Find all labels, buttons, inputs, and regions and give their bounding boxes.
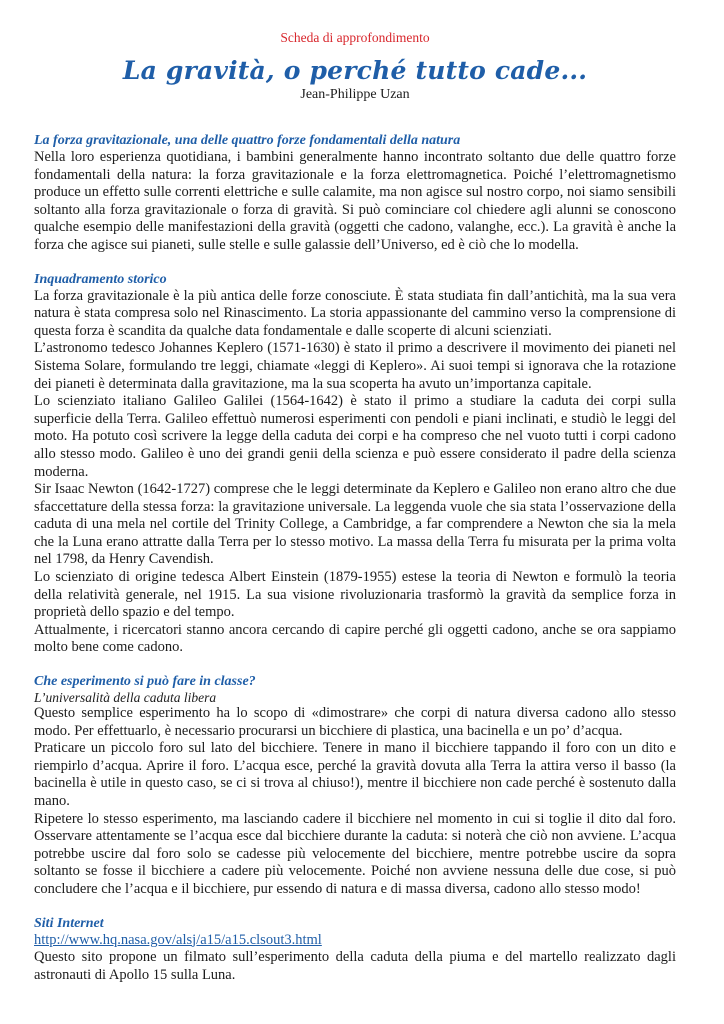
paragraph: Sir Isaac Newton (1642-1727) comprese che le leggi determinate da Keplero e Galileo non erano altro che due sfaccettature della stessa forza: la gravitazione universale. La leggenda vuole che sia stata l’osservazione della caduta di una mela nel cortile del Trinity College, a Cambridge, a far comprendere a Newton che sia la mela che la Luna erano attratte dalla Terra per lo stesso motivo. La massa della Terra fu misurata per la prima volta nel 1798, da Henry Cavendish.	[34, 481, 676, 568]
paragraph: Questo semplice esperimento ha lo scopo di «dimostrare» che corpi di natura diversa cadono allo stesso modo. Per effettuarlo, è necessario procurarsi un bicchiere di plastica, una bacinella e un po’ d’acqua.	[34, 705, 676, 739]
section-heading: Inquadramento storico	[34, 271, 167, 287]
section-heading: Che esperimento si può fare in classe?	[34, 674, 256, 690]
document-page	[34, 30, 676, 984]
paragraph: Attualmente, i ricercatori stanno ancora cercando di capire perché gli oggetti cadono, anche se ora sappiamo molto bene come cadono.	[34, 621, 676, 656]
document-title: La gravità, o perché tutto cade...	[122, 56, 588, 85]
section-classroom-experiment	[34, 674, 676, 899]
section-subheading: L’universalità della caduta libera	[34, 690, 217, 706]
section-gravitational-force	[34, 133, 676, 255]
paragraph: Ripetere lo stesso esperimento, ma lasciando cadere il bicchiere nel momento in cui si toglie il dito dal foro. Osservare attentamente se l’acqua esce dal bicchiere durante la caduta: si noterà che ciò non avviene. L’acqua potrebbe uscire dal foro solo se cadesse più velocemente del bicchiere, mentre potrebbe uscire da sopra soltanto se fosse il bicchiere a cadere più velocemente. Poiché non avviene nessuna delle due cose, si può concludere che l’acqua e il bicchiere, pur essendo di natura e di massa diversa, cadono allo stesso modo!	[34, 810, 676, 897]
paragraph: Lo scienziato italiano Galileo Galilei (1564-1642) è stato il primo a studiare la caduta dei corpi sulla superficie della Terra. Galileo effettuò numerosi esperimenti con pendoli e piani inclinati, e studiò le leggi del moto. Ha potuto così scrivere la legge della caduta dei corpi e ha compreso che nel vuoto tutti i corpi cadono allo stesso modo. Galileo è uno dei grandi genii della scienza e può essere considerato il padre della scienza moderna.	[34, 393, 676, 480]
document-kicker: Scheda di approfondimento	[280, 30, 430, 45]
section-historical-context	[34, 272, 676, 657]
nasa-video-link[interactable]: http://www.hq.nasa.gov/alsj/a15/a15.clsout3.html	[34, 931, 322, 948]
paragraph: L’astronomo tedesco Johannes Keplero (1571-1630) è stato il primo a descrivere il movimento dei pianeti nel Sistema Solare, formulando tre leggi, chiamate «leggi di Keplero». Ai suoi tempi si ignorava che la rotazione dei pianeti è determinata dalla gravitazione, ma la sua scoperta ha avuto un’importanza capitale.	[34, 340, 676, 392]
paragraph: La forza gravitazionale è la più antica delle forze conosciute. È stata studiata fin dall’antichità, ma la sua vera natura è stata compresa solo nel Rinascimento. La storia appassionante del cammino verso la comprensione di questa forza è scandita da qualche data fondamentale e dalle scoperte di alcuni scienziati.	[34, 287, 676, 339]
document-author: Jean-Philippe Uzan	[300, 87, 410, 102]
section-heading: Siti Internet	[34, 915, 104, 931]
paragraph: Questo sito propone un filmato sull’esperimento della caduta della piuma e del martello realizzato dagli astronauti di Apollo 15 sulla Luna.	[34, 949, 676, 983]
paragraph: Nella loro esperienza quotidiana, i bambini generalmente hanno incontrato soltanto due delle quattro forze fondamentali della natura: la forza gravitazionale e la forza elettromagnetica. Poiché l’elettromagnetismo produce un effetto sulle correnti elettriche e sulle calamite, ma non agisce sul nostro corpo, noi siamo sensibili soltanto alla forza gravitazionale o forza di gravità. Si può cominciare col chiedere agli alunni se conoscono qualche esempio delle manifestazioni della gravità (oggetti che cadono, valanghe, ecc.). La gravità è anche la forza che agisce sui pianeti, sulle stelle e sulle galassie dell’Universo, ed è ciò che lo modella.	[34, 149, 676, 253]
paragraph: Lo scienziato di origine tedesca Albert Einstein (1879-1955) estese la teoria di Newton e formulò la teoria della relatività generale, nel 1915. La sua visione rivoluzionaria trasformò la gravità da semplice forza in proprietà dello spazio e del tempo.	[34, 569, 676, 621]
section-websites	[34, 916, 676, 985]
paragraph: Praticare un piccolo foro sul lato del bicchiere. Tenere in mano il bicchiere tappando il foro con un dito e riempirlo d’acqua. Aprire il foro. L’acqua esce, perché la gravità dovuta alla Terra la attira verso il basso (la bacinella è utile in questo caso, se ci si trova al chiuso!), mentre il bicchiere non cade perché è sostenuto dalla mano.	[34, 740, 676, 809]
section-heading: La forza gravitazionale, una delle quattro forze fondamentali della natura	[34, 133, 461, 148]
